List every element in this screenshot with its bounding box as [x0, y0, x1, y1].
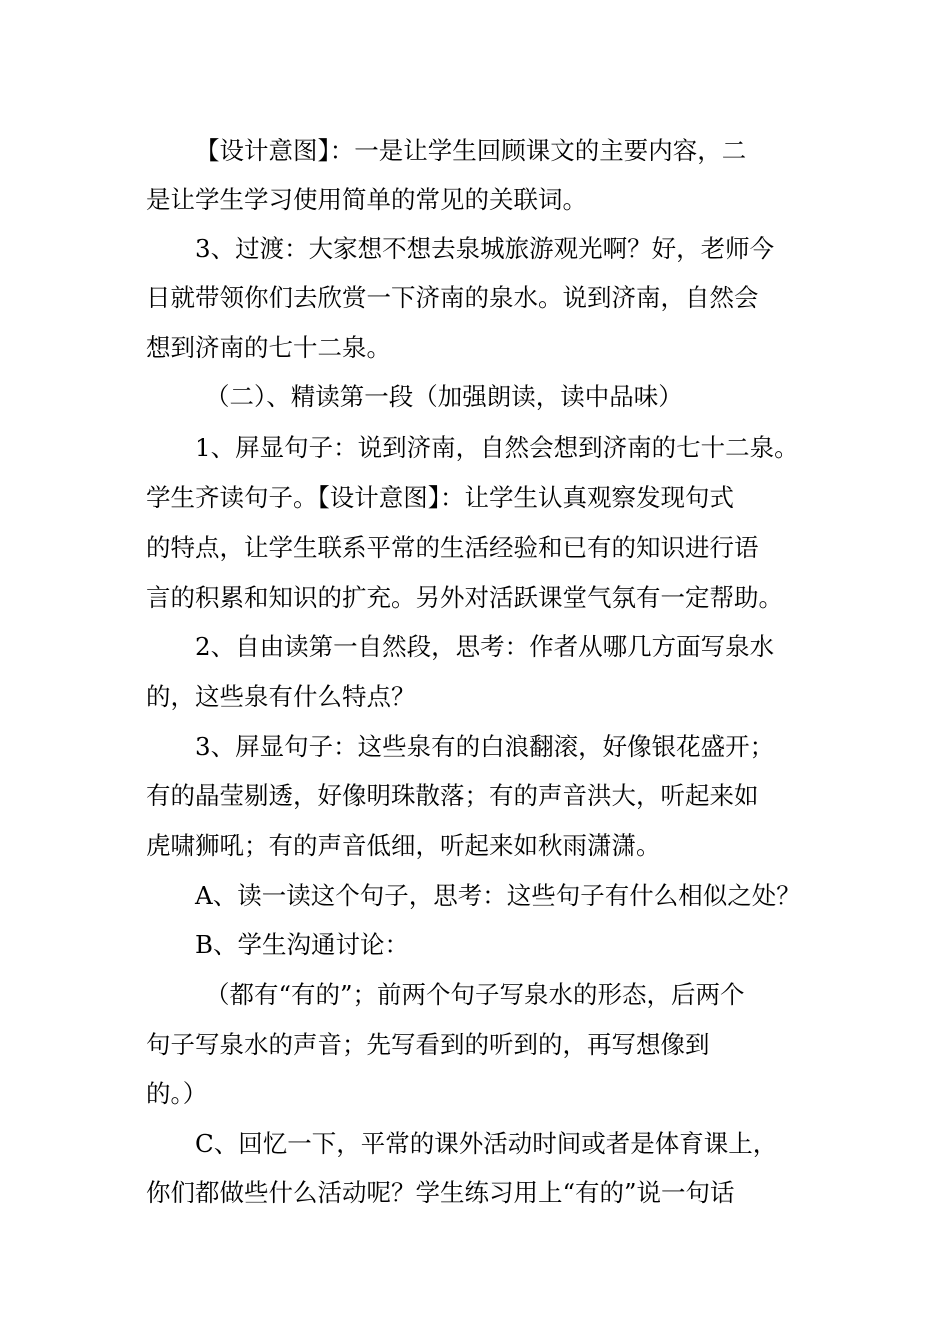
- text-line: 【设计意图】：一是让学生回顾课文的主要内容，二: [195, 136, 747, 165]
- text-line: 3、屏显句子：这些泉有的白浪翻滚，好像银花盛开；: [195, 732, 775, 761]
- text-line: 1、屏显句子：说到济南，自然会想到济南的七十二泉。: [195, 433, 799, 462]
- text-line: 日就带领你们去欣赏一下济南的泉水。说到济南，自然会: [146, 283, 759, 312]
- text-line: 句子写泉水的声音；先写看到的听到的，再写想像到: [146, 1030, 710, 1059]
- text-line: 有的晶莹剔透，好像明珠散落；有的声音洪大，听起来如: [146, 781, 759, 810]
- text-line: 3、过渡：大家想不想去泉城旅游观光啊？好，老师今: [195, 234, 775, 263]
- text-line: 学生齐读句子。【设计意图】：让学生认真观察发现句式: [146, 483, 734, 512]
- text-line: A、读一读这个句子，思考：这些句子有什么相似之处？: [195, 881, 801, 910]
- text-line: 言的积累和知识的扩充。另外对活跃课堂气氛有一定帮助。: [146, 583, 783, 612]
- text-line: 想到济南的七十二泉。: [146, 333, 391, 362]
- text-line: 虎啸狮吼；有的声音低细，听起来如秋雨潇潇。: [146, 831, 661, 860]
- text-line: 你们都做些什么活动呢？学生练习用上“有的”说一句话: [146, 1178, 735, 1207]
- text-line: 是让学生学习使用简单的常见的关联词。: [146, 185, 587, 214]
- text-line: C、回忆一下，平常的课外活动时间或者是体育课上，: [195, 1129, 778, 1158]
- section-heading: （二）、精读第一段（加强朗读，读中品味）: [205, 382, 683, 411]
- text-line: 的，这些泉有什么特点？: [146, 682, 416, 711]
- text-line: 的特点，让学生联系平常的生活经验和已有的知识进行语: [146, 533, 759, 562]
- text-line: B、学生沟通讨论：: [195, 930, 410, 959]
- text-line: 2、自由读第一自然段，思考：作者从哪几方面写泉水: [195, 632, 775, 661]
- text-line: 的。）: [146, 1079, 208, 1108]
- text-line: （都有“有的”；前两个句子写泉水的形态，后两个: [205, 980, 745, 1009]
